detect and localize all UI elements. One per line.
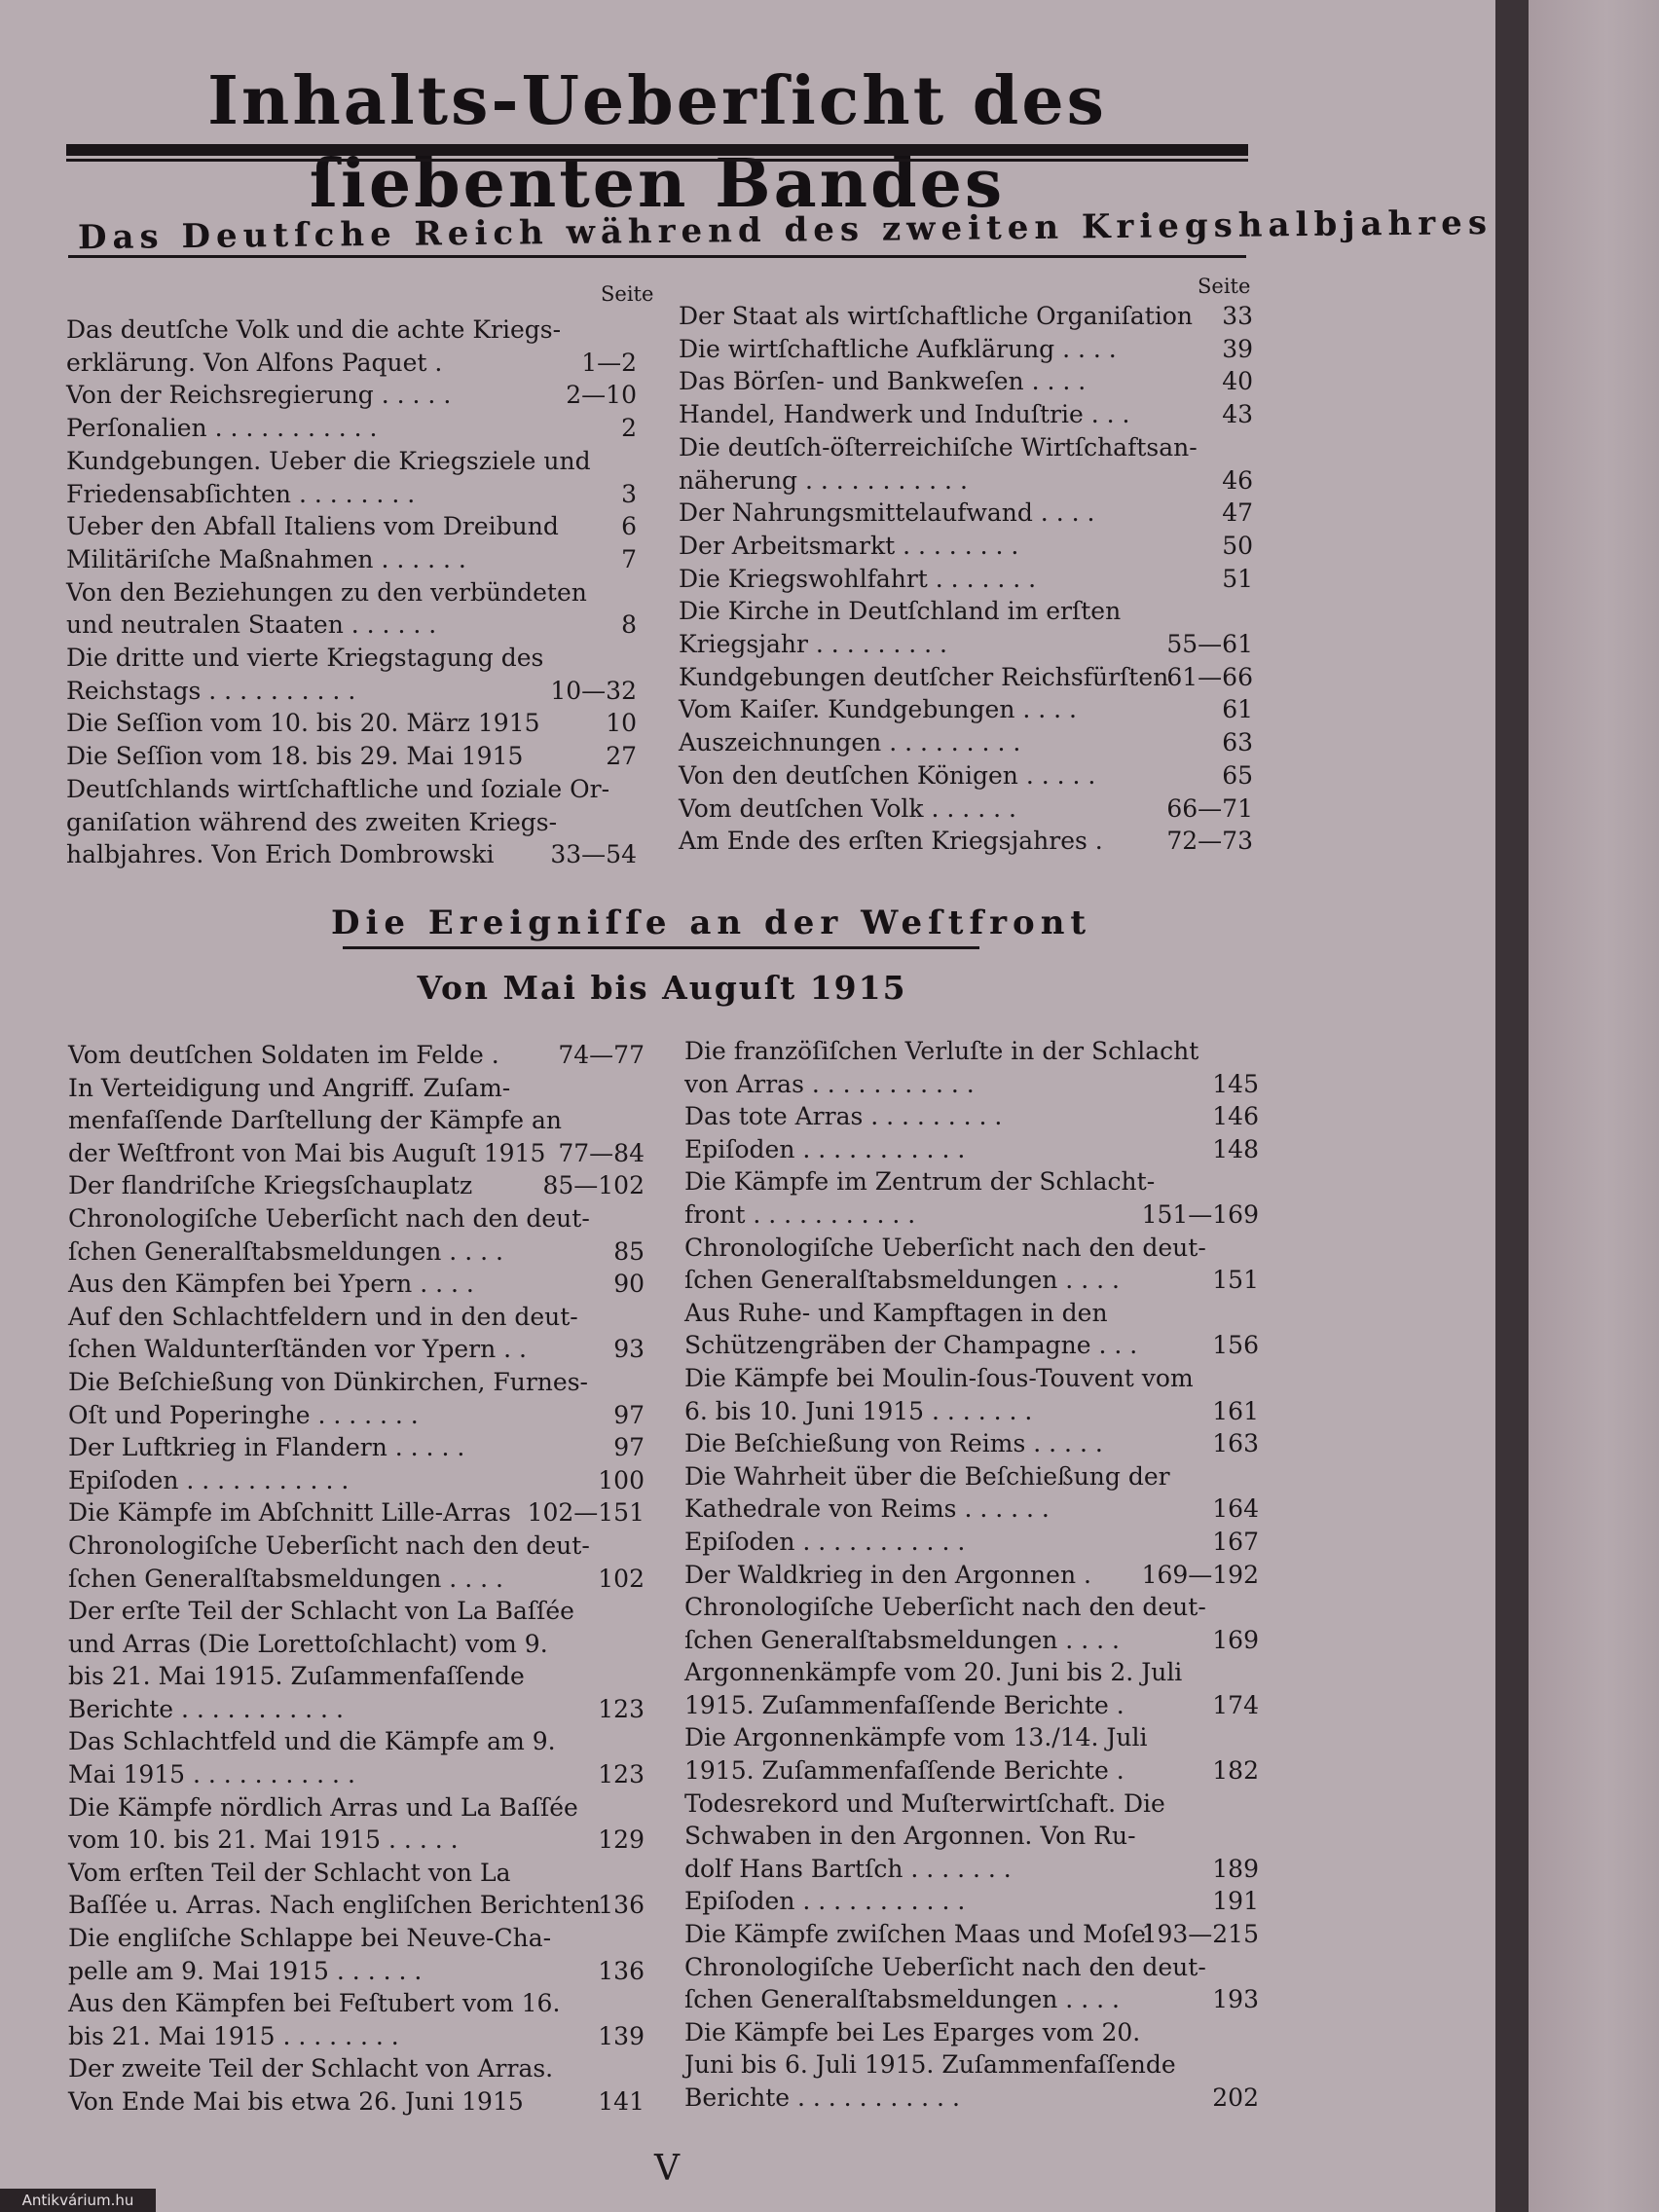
toc-entry-text: Die Wahrheit über die Beſchießung der: [684, 1461, 1170, 1491]
toc-entry: [68, 1595, 645, 1628]
toc-column-left-westfront: [68, 1039, 645, 2119]
toc-entry: [68, 1889, 645, 1922]
seite-label-right: Seite: [1198, 275, 1251, 298]
toc-entry-text: 1915. Zuſammenfaſſende Berichte .: [684, 1756, 1124, 1786]
toc-entry: [68, 1431, 645, 1464]
toc-entry-text: ſchen Generalſtabsmeldungen . . . .: [684, 1625, 1120, 1654]
toc-entry: [66, 576, 637, 609]
toc-entry-text: Friedensabſichten . . . . . . . .: [66, 479, 416, 508]
toc-entry-text: Die Beſchießung von Dünkirchen, Furnes-: [68, 1367, 588, 1396]
toc-entry-text: Die Kämpfe im Zentrum der Schlacht-: [684, 1167, 1156, 1197]
toc-entry-text: Vom Kaiſer. Kundgebungen . . . .: [679, 695, 1077, 724]
toc-entry-text: und neutralen Staaten . . . . . .: [66, 610, 437, 640]
toc-entry-text: Kundgebungen. Ueber die Kriegsziele und: [66, 446, 591, 475]
toc-entry: [68, 1693, 645, 1726]
toc-entry: [66, 478, 637, 511]
toc-entry-text: Berichte . . . . . . . . . . .: [684, 2083, 960, 2112]
toc-entry-text: Die engliſche Schlappe bei Neuve-Cha-: [68, 1924, 552, 1953]
toc-entry-text: Das Börſen- und Bankweſen . . . .: [679, 367, 1087, 396]
toc-entry-text: Ueber den Abfall Italiens vom Dreibund: [66, 512, 559, 541]
toc-entry-page: 85—102: [542, 1171, 645, 1200]
toc-entry-text: Der Luftkrieg in Flandern . . . . .: [68, 1433, 465, 1462]
toc-entry-text: Baſſée u. Arras. Nach engliſchen Berichten: [68, 1891, 601, 1920]
toc-entry-text: Das Schlachtfeld und die Kämpfe am 9.: [68, 1727, 556, 1756]
toc-entry-page: 2: [621, 414, 637, 443]
toc-entry: [684, 1297, 1259, 1330]
toc-entry-text: Die wirtſchaftliche Aufklärung . . . .: [679, 334, 1117, 363]
toc-entry: [684, 1754, 1259, 1788]
toc-entry: [684, 1100, 1259, 1133]
toc-entry-page: 61: [1222, 695, 1253, 724]
toc-entry: [66, 510, 637, 543]
toc-entry-text: ſchen Generalſtabsmeldungen . . . .: [684, 1266, 1120, 1295]
toc-entry: [68, 1169, 645, 1202]
toc-entry-text: Am Ende des erſten Kriegsjahres .: [679, 827, 1103, 856]
toc-entry-text: ſchen Generalſtabsmeldungen . . . .: [68, 1564, 503, 1593]
toc-entry-page: 189: [1212, 1854, 1259, 1883]
toc-entry: [66, 543, 637, 576]
subsection-title-mai-august: Von Mai bis Auguſt 1915: [417, 969, 907, 1007]
toc-entry-page: 102: [598, 1564, 645, 1593]
toc-entry-text: Handel, Handwerk und Induſtrie . . .: [679, 400, 1130, 429]
toc-entry: [68, 2020, 645, 2053]
toc-entry-text: Die Seſſion vom 18. bis 29. Mai 1915: [66, 742, 524, 771]
toc-entry-text: Die Kriegswohlfahrt . . . . . . .: [679, 564, 1037, 593]
toc-entry-text: In Verteidigung und Angriff. Zuſam-: [68, 1073, 511, 1102]
toc-entry-text: Von Ende Mai bis etwa 26. Juni 1915: [68, 2087, 524, 2116]
toc-entry-text: Die Kämpfe bei Moulin-ſous-Touvent vom: [684, 1363, 1194, 1392]
toc-entry: [684, 1264, 1259, 1297]
toc-entry-text: von Arras . . . . . . . . . . .: [684, 1069, 975, 1098]
toc-entry: [68, 1366, 645, 1399]
toc-entry: [684, 1526, 1259, 1559]
toc-entry-text: Die Kirche in Deutſchland im erſten: [679, 597, 1122, 626]
toc-entry-text: Deutſchlands wirtſchaftliche und ſoziale Or-: [66, 774, 610, 803]
toc-entry: [68, 1202, 645, 1235]
toc-entry-page: 174: [1212, 1690, 1259, 1719]
toc-entry: [684, 1165, 1259, 1198]
toc-entry-text: erklärung. Von Alfons Paquet .: [66, 348, 443, 377]
toc-entry-text: ſchen Generalſtabsmeldungen . . . .: [68, 1236, 503, 1266]
toc-entry-text: Juni bis 6. Juli 1915. Zuſammenfaſſende: [684, 2050, 1176, 2080]
seite-label-left: Seite: [601, 282, 654, 306]
toc-entry-page: 169—192: [1141, 1560, 1259, 1589]
toc-entry-page: 136: [598, 1956, 645, 1985]
toc-entry-text: der Weſtfront von Mai bis Auguſt 1915: [68, 1138, 546, 1167]
toc-entry-text: und Arras (Die Lorettoſchlacht) vom 9.: [68, 1629, 548, 1658]
toc-entry-page: 1—2: [581, 348, 637, 377]
toc-entry-text: Der erſte Teil der Schlacht von La Baſſée: [68, 1597, 574, 1626]
toc-entry-page: 202: [1212, 2083, 1259, 2112]
toc-entry-page: 33—54: [550, 840, 637, 869]
toc-entry: [68, 1660, 645, 1693]
toc-entry-text: pelle am 9. Mai 1915 . . . . . .: [68, 1956, 423, 1985]
toc-entry-page: 72—73: [1166, 827, 1253, 856]
toc-entry: [684, 1721, 1259, 1754]
toc-entry: [679, 661, 1253, 694]
toc-entry-page: 169: [1212, 1625, 1259, 1654]
toc-entry-text: Das deutſche Volk und die achte Kriegs-: [66, 315, 562, 344]
toc-entry: [684, 1133, 1259, 1166]
toc-entry: [66, 740, 637, 773]
toc-entry-text: halbjahres. Von Erich Dombrowski: [66, 840, 495, 869]
toc-entry: [684, 2082, 1259, 2115]
toc-entry: [68, 1104, 645, 1137]
toc-entry-page: 148: [1212, 1134, 1259, 1163]
toc-entry-text: Chronologiſche Ueberſicht nach den deut-: [684, 1952, 1206, 1981]
toc-entry-page: 27: [606, 742, 637, 771]
toc-entry-text: ſchen Waldunterſtänden vor Ypern . .: [68, 1335, 527, 1364]
toc-entry: [679, 464, 1253, 498]
toc-entry-page: 33: [1222, 302, 1253, 330]
toc-entry: [684, 1035, 1259, 1068]
toc-entry: [679, 530, 1253, 563]
toc-entry-text: Vom erſten Teil der Schlacht von La: [68, 1858, 511, 1887]
toc-entry: [684, 1362, 1259, 1395]
toc-entry-text: Der Waldkrieg in den Argonnen .: [684, 1560, 1091, 1589]
toc-entry: [66, 675, 637, 708]
toc-entry-page: 123: [598, 1760, 645, 1789]
toc-entry: [68, 2085, 645, 2119]
toc-entry-text: Mai 1915 . . . . . . . . . . .: [68, 1760, 355, 1789]
toc-entry-text: ſchen Generalſtabsmeldungen . . . .: [684, 1985, 1120, 2014]
toc-entry: [684, 1983, 1259, 2016]
toc-entry-text: Von den deutſchen Königen . . . . .: [679, 760, 1096, 790]
toc-entry: [684, 1885, 1259, 1918]
toc-entry: [679, 628, 1253, 661]
toc-entry-text: Der flandriſche Kriegsſchauplatz: [68, 1171, 473, 1200]
toc-entry-text: Auf den Schlachtfeldern und in den deut-: [68, 1302, 578, 1331]
toc-entry: [68, 1399, 645, 1432]
toc-entry-text: Aus den Kämpfen bei Ypern . . . .: [68, 1270, 474, 1299]
toc-entry-page: 65: [1222, 760, 1253, 790]
toc-entry-page: 77—84: [558, 1138, 645, 1167]
section-rule: [68, 255, 1246, 258]
toc-entry-text: Schwaben in den Argonnen. Von Ru-: [684, 1822, 1136, 1851]
toc-entry-text: Kathedrale von Reims . . . . . .: [684, 1494, 1050, 1524]
toc-entry-page: 167: [1212, 1527, 1259, 1556]
toc-entry-page: 151—169: [1141, 1199, 1259, 1229]
page-number: V: [654, 2149, 680, 2189]
toc-entry: [66, 608, 637, 642]
toc-entry-page: 146: [1212, 1102, 1259, 1131]
toc-entry: [684, 1198, 1259, 1232]
toc-entry-text: Die Seſſion vom 10. bis 20. März 1915: [66, 709, 540, 738]
toc-entry-text: Die deutſch-öſterreichiſche Wirtſchaftsan-: [679, 432, 1198, 461]
toc-entry-text: Der zweite Teil der Schlacht von Arras.: [68, 2054, 554, 2083]
toc-entry-text: Von der Reichsregierung . . . . .: [66, 381, 452, 410]
toc-entry-text: Die franzöſiſchen Verluſte in der Schlacht: [684, 1037, 1199, 1065]
toc-entry-page: 97: [613, 1400, 645, 1429]
toc-entry-text: Vom deutſchen Soldaten im Felde .: [68, 1041, 499, 1069]
toc-entry-text: dolf Hans Bartſch . . . . . . .: [684, 1854, 1012, 1883]
toc-entry: [684, 1591, 1259, 1624]
toc-entry: [68, 1725, 645, 1758]
toc-entry-page: 46: [1222, 465, 1253, 495]
toc-entry: [68, 1496, 645, 1530]
toc-entry: [679, 693, 1253, 726]
toc-entry-text: näherung . . . . . . . . . . .: [679, 465, 968, 495]
section-title-deutsches-reich: Das Deutſche Reich während des zweiten Kriegshalbjahres: [77, 203, 1493, 258]
toc-entry-page: 85: [613, 1236, 645, 1266]
toc-entry-text: Perſonalien . . . . . . . . . . .: [66, 414, 378, 443]
watermark: Antikvárium.hu: [0, 2189, 156, 2212]
toc-entry: [66, 379, 637, 412]
toc-entry-text: Die Argonnenkämpfe vom 13./14. Juli: [684, 1723, 1148, 1752]
toc-entry: [684, 2048, 1259, 2082]
toc-entry-text: Aus den Kämpfen bei Feſtubert vom 16.: [68, 1989, 561, 2018]
toc-entry-page: 129: [598, 1825, 645, 1855]
volume-title: Inhalts-Ueberſicht des ſiebenten Bandes: [207, 62, 1107, 223]
toc-entry-text: 6. bis 10. Juni 1915 . . . . . . .: [684, 1396, 1033, 1425]
toc-entry: [684, 1395, 1259, 1428]
toc-entry-text: ganiſation während des zweiten Kriegs-: [66, 807, 558, 836]
toc-entry-page: 43: [1222, 400, 1253, 429]
toc-column-left-reich: [66, 313, 637, 871]
toc-entry: [679, 365, 1253, 398]
toc-entry-page: 151: [1212, 1266, 1259, 1295]
toc-entry: [684, 1624, 1259, 1657]
section-title-westfront: Die Ereigniſſe an der Weſtfront: [331, 903, 1092, 942]
toc-entry-page: 193: [1212, 1985, 1259, 2014]
toc-column-right-westfront: [684, 1035, 1259, 2115]
toc-entry: [68, 1922, 645, 1955]
section-rule-westfront: [343, 946, 979, 949]
toc-entry-text: Kundgebungen deutſcher Reichsfürſten: [679, 662, 1169, 691]
toc-entry-page: 164: [1212, 1494, 1259, 1524]
toc-entry-text: bis 21. Mai 1915. Zuſammenfaſſende: [68, 1662, 525, 1691]
toc-entry-page: 66—71: [1166, 793, 1253, 823]
toc-entry: [66, 347, 637, 380]
toc-entry: [684, 1689, 1259, 1722]
toc-entry-text: Epiſoden . . . . . . . . . . .: [68, 1465, 350, 1494]
toc-entry: [68, 2052, 645, 2085]
toc-entry-text: Die Kämpfe zwiſchen Maas und Moſel: [684, 1920, 1154, 1949]
toc-entry-page: 191: [1212, 1887, 1259, 1916]
toc-entry: [66, 445, 637, 478]
toc-entry-page: 102—151: [527, 1498, 645, 1528]
toc-entry: [679, 300, 1253, 333]
toc-entry-text: Die dritte und vierte Kriegstagung des: [66, 644, 544, 673]
toc-entry-text: Aus Ruhe- und Kampftagen in den: [684, 1298, 1108, 1327]
next-page-edge: [1529, 0, 1659, 2212]
toc-entry-text: Chronologiſche Ueberſicht nach den deut-: [68, 1530, 590, 1560]
toc-entry: [679, 431, 1253, 464]
toc-entry-text: Von den Beziehungen zu den verbündeten: [66, 577, 587, 607]
toc-entry-text: vom 10. bis 21. Mai 1915 . . . . .: [68, 1825, 459, 1855]
toc-entry-page: 10—32: [550, 676, 637, 705]
toc-entry: [679, 563, 1253, 596]
toc-entry-page: 50: [1222, 531, 1253, 560]
toc-entry: [684, 1460, 1259, 1493]
toc-entry-text: bis 21. Mai 1915 . . . . . . . .: [68, 2021, 399, 2050]
toc-entry: [66, 773, 637, 806]
toc-entry-text: Auszeichnungen . . . . . . . . .: [679, 728, 1021, 757]
toc-entry: [684, 1788, 1259, 1821]
toc-entry-page: 7: [621, 544, 637, 573]
toc-entry: [68, 1464, 645, 1497]
toc-entry-page: 3: [621, 479, 637, 508]
toc-entry-text: Die Kämpfe nördlich Arras und La Baſſée: [68, 1792, 578, 1822]
toc-entry: [68, 1333, 645, 1366]
toc-entry: [684, 1232, 1259, 1265]
toc-entry-page: 47: [1222, 498, 1253, 528]
toc-entry: [679, 825, 1253, 858]
toc-entry-page: 74—77: [558, 1041, 645, 1069]
toc-entry: [68, 1268, 645, 1301]
toc-entry-text: Militäriſche Maßnahmen . . . . . .: [66, 544, 466, 573]
toc-entry: [684, 1493, 1259, 1526]
toc-entry-page: 6: [621, 512, 637, 541]
toc-entry: [679, 333, 1253, 366]
toc-entry: [66, 806, 637, 839]
toc-entry-text: Berichte . . . . . . . . . . .: [68, 1694, 344, 1723]
toc-entry-page: 163: [1212, 1429, 1259, 1458]
toc-entry-text: Das tote Arras . . . . . . . . .: [684, 1102, 1003, 1131]
toc-entry-page: 156: [1212, 1331, 1259, 1360]
toc-entry-page: 139: [598, 2021, 645, 2050]
toc-entry: [68, 1235, 645, 1269]
toc-entry-page: 10: [606, 709, 637, 738]
toc-entry: [68, 1791, 645, 1825]
toc-entry-text: Todesrekord und Muſterwirtſchaft. Die: [684, 1788, 1165, 1818]
toc-entry-text: Der Nahrungsmittelaufwand . . . .: [679, 498, 1095, 528]
toc-entry: [68, 1039, 645, 1072]
toc-entry: [684, 1559, 1259, 1592]
toc-entry-text: Vom deutſchen Volk . . . . . .: [679, 793, 1016, 823]
title-double-rule: [66, 144, 1248, 162]
toc-entry: [684, 1329, 1259, 1362]
toc-entry-text: Schützengräben der Champagne . . .: [684, 1331, 1138, 1360]
toc-entry: [684, 1427, 1259, 1460]
toc-entry-page: 2—10: [566, 381, 637, 410]
toc-entry-text: Epiſoden . . . . . . . . . . .: [684, 1134, 966, 1163]
toc-entry-text: Die Kämpfe im Abſchnitt Lille-Arras: [68, 1498, 511, 1528]
toc-entry-page: 61—66: [1166, 662, 1253, 691]
toc-entry-page: 8: [621, 610, 637, 640]
toc-entry: [68, 1955, 645, 1988]
toc-entry: [68, 1137, 645, 1170]
toc-entry: [68, 1758, 645, 1791]
toc-entry-text: Die Kämpfe bei Les Eparges vom 20.: [684, 2017, 1141, 2046]
toc-entry-text: Chronologiſche Ueberſicht nach den deut-: [684, 1233, 1206, 1262]
toc-entry: [684, 1820, 1259, 1853]
toc-entry: [66, 838, 637, 871]
toc-entry-text: Reichstags . . . . . . . . . .: [66, 676, 356, 705]
toc-entry-page: 97: [613, 1433, 645, 1462]
toc-entry-page: 100: [598, 1465, 645, 1494]
toc-entry-page: 141: [598, 2087, 645, 2116]
toc-entry-page: 161: [1212, 1396, 1259, 1425]
toc-entry-text: Argonnenkämpfe vom 20. Juni bis 2. Juli: [684, 1658, 1183, 1687]
book-spine-edge: [1495, 0, 1529, 2212]
toc-entry-text: Chronologiſche Ueberſicht nach den deut-: [684, 1593, 1206, 1622]
toc-entry: [679, 759, 1253, 793]
toc-entry-text: 1915. Zuſammenfaſſende Berichte .: [684, 1690, 1124, 1719]
toc-entry: [684, 1853, 1259, 1886]
toc-entry: [68, 1857, 645, 1890]
toc-entry-text: Der Arbeitsmarkt . . . . . . . .: [679, 531, 1019, 560]
toc-entry-page: 193—215: [1141, 1920, 1259, 1949]
toc-entry-page: 136: [598, 1891, 645, 1920]
toc-entry-page: 51: [1222, 564, 1253, 593]
toc-entry: [68, 1530, 645, 1563]
toc-entry: [679, 398, 1253, 431]
toc-entry: [68, 1563, 645, 1596]
toc-entry-page: 145: [1212, 1069, 1259, 1098]
toc-entry-text: Der Staat als wirtſchaftliche Organiſation: [679, 302, 1193, 330]
toc-entry: [684, 1918, 1259, 1951]
toc-entry: [66, 707, 637, 740]
toc-entry-text: Kriegsjahr . . . . . . . . .: [679, 630, 948, 659]
toc-entry-text: front . . . . . . . . . . .: [684, 1199, 916, 1229]
toc-entry-page: 55—61: [1166, 630, 1253, 659]
toc-entry-page: 182: [1212, 1756, 1259, 1786]
toc-entry: [68, 1628, 645, 1661]
toc-entry: [679, 793, 1253, 826]
toc-entry: [679, 726, 1253, 759]
toc-entry-page: 63: [1222, 728, 1253, 757]
toc-entry: [68, 1301, 645, 1334]
toc-entry-text: Die Beſchießung von Reims . . . . .: [684, 1429, 1103, 1458]
toc-entry: [679, 497, 1253, 530]
toc-entry-page: 90: [613, 1270, 645, 1299]
toc-entry-page: 93: [613, 1335, 645, 1364]
toc-entry: [679, 595, 1253, 628]
toc-entry-page: 123: [598, 1694, 645, 1723]
toc-entry: [68, 1824, 645, 1857]
toc-entry: [684, 1656, 1259, 1689]
toc-column-right-reich: [679, 300, 1253, 858]
toc-entry: [684, 1951, 1259, 1984]
toc-entry: [68, 1072, 645, 1105]
toc-entry-text: Epiſoden . . . . . . . . . . .: [684, 1887, 966, 1916]
toc-entry: [68, 1987, 645, 2020]
toc-entry: [66, 313, 637, 347]
toc-entry: [66, 642, 637, 675]
toc-entry-text: Chronologiſche Ueberſicht nach den deut-: [68, 1203, 590, 1233]
toc-entry-page: 40: [1222, 367, 1253, 396]
toc-entry-text: menfaſſende Darſtellung der Kämpfe an: [68, 1106, 563, 1135]
toc-entry: [684, 2016, 1259, 2049]
toc-entry-text: Epiſoden . . . . . . . . . . .: [684, 1527, 966, 1556]
toc-entry: [684, 1068, 1259, 1101]
toc-entry-page: 39: [1222, 334, 1253, 363]
toc-entry-text: Oſt und Poperinghe . . . . . . .: [68, 1400, 419, 1429]
toc-entry: [66, 412, 637, 445]
